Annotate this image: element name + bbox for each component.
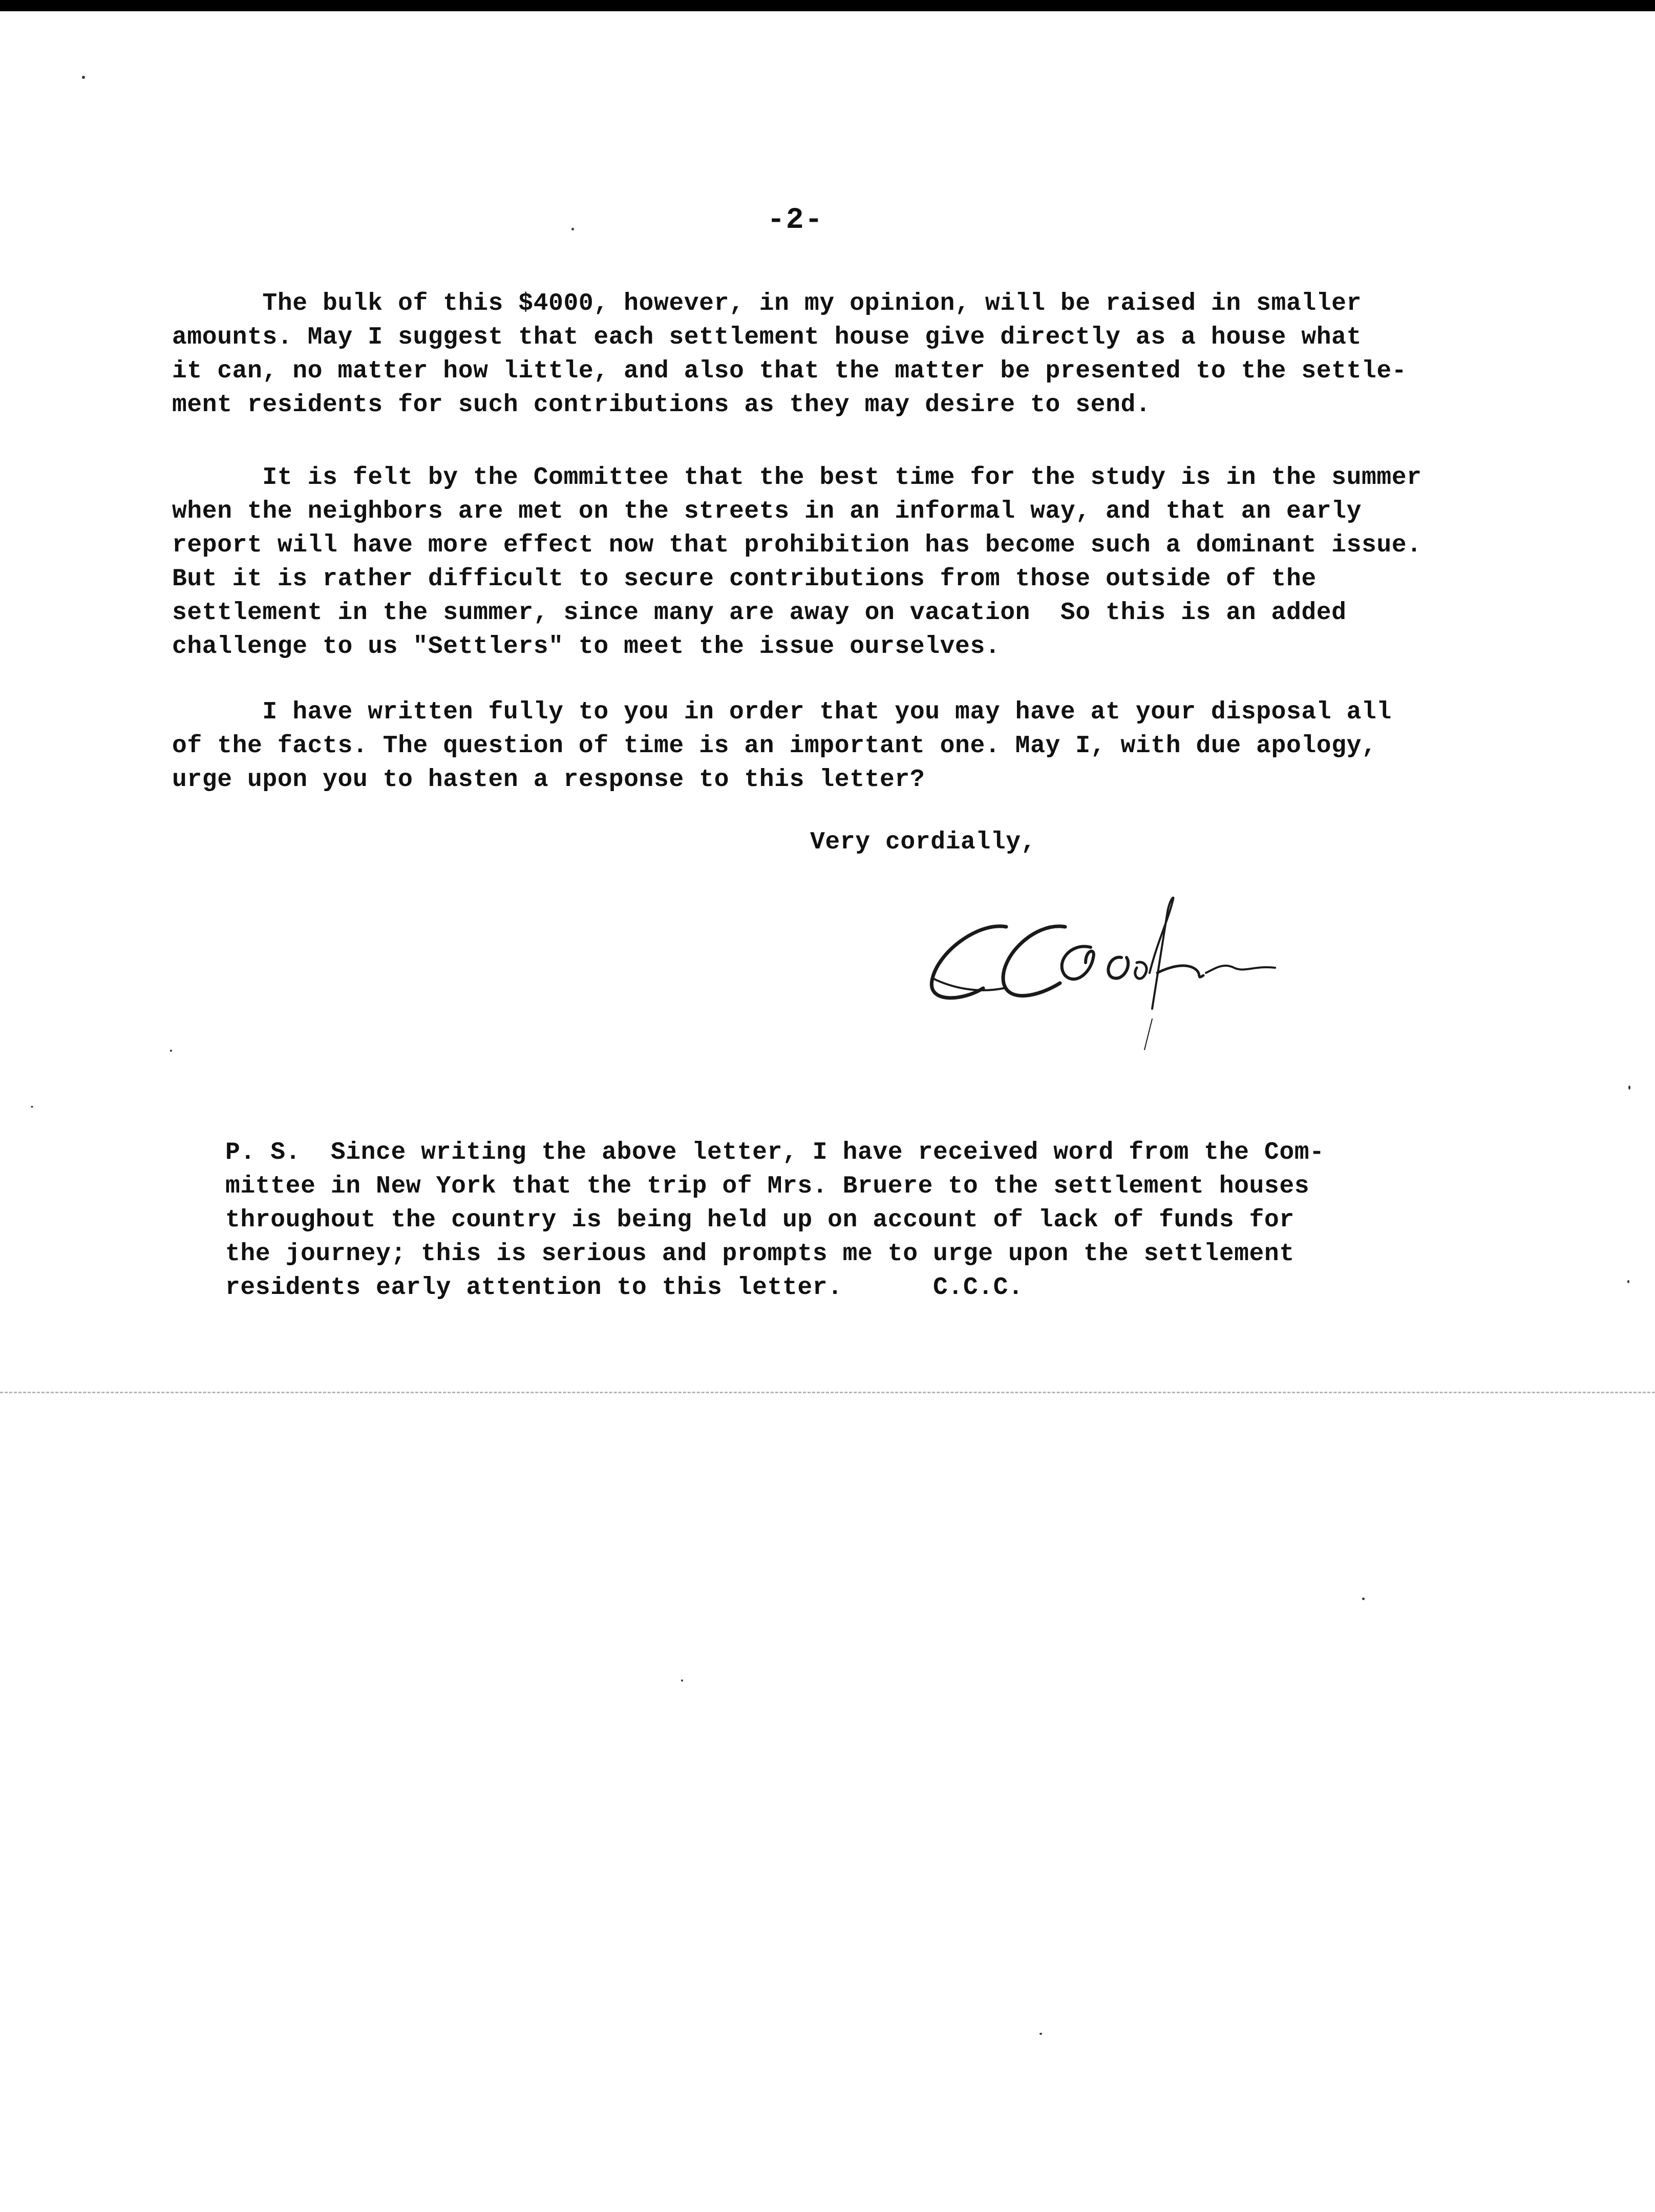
- text-line: The bulk of this $4000, however, in my opinion, will be raised in smaller: [172, 290, 1362, 317]
- text-line: urge upon you to hasten a response to this letter?: [172, 766, 925, 794]
- handwritten-signature: [917, 891, 1367, 1065]
- scan-top-border: [0, 0, 1655, 11]
- scan-speck: [1628, 1086, 1630, 1090]
- closing-salutation: Very cordially,: [810, 828, 1036, 856]
- scan-speck: [170, 1050, 172, 1052]
- scan-speck: [571, 228, 574, 230]
- text-line: report will have more effect now that prohibition has become such a dominant issue.: [172, 531, 1422, 559]
- text-line: I have written fully to you in order that you may have at your disposal all: [172, 698, 1392, 726]
- page-number: -2-: [767, 204, 824, 237]
- scan-speck: [681, 1679, 683, 1682]
- fold-line: [0, 1392, 1655, 1393]
- text-line: throughout the country is being held up on account of lack of funds for: [225, 1206, 1295, 1234]
- paragraph-1: [172, 287, 1493, 422]
- scan-speck: [1362, 1598, 1365, 1600]
- scan-speck: [1039, 2033, 1042, 2035]
- text-line: But it is rather difficult to secure contributions from those outside of the: [172, 565, 1317, 593]
- text-line: mittee in New York that the trip of Mrs. Bruere to the settlement houses: [225, 1173, 1310, 1200]
- text-line: settlement in the summer, since many are away on vacation So this is an added: [172, 599, 1347, 627]
- scan-speck: [31, 1106, 33, 1108]
- text-line: residents early attention to this letter. C.C.C.: [225, 1274, 1024, 1302]
- text-line: challenge to us "Settlers" to meet the issue ourselves.: [172, 633, 1001, 661]
- scan-speck: [1627, 1280, 1629, 1283]
- text-line: It is felt by the Committee that the best time for the study is in the summer: [172, 464, 1422, 492]
- scan-speck: [82, 76, 85, 79]
- postscript: [225, 1136, 1454, 1305]
- text-line: P. S. Since writing the above letter, I have received word from the Com-: [225, 1139, 1325, 1166]
- text-line: of the facts. The question of time is an important one. May I, with due apology,: [172, 732, 1377, 760]
- paragraph-3: [172, 695, 1493, 797]
- text-line: the journey; this is serious and prompts me to urge upon the settlement: [225, 1240, 1295, 1268]
- paragraph-2: [172, 461, 1493, 664]
- text-line: it can, no matter how little, and also that the matter be presented to the settle-: [172, 357, 1407, 385]
- text-line: when the neighbors are met on the streets in an informal way, and that an early: [172, 498, 1362, 525]
- text-line: amounts. May I suggest that each settlement house give directly as a house what: [172, 324, 1362, 351]
- text-line: ment residents for such contributions as they may desire to send.: [172, 391, 1151, 419]
